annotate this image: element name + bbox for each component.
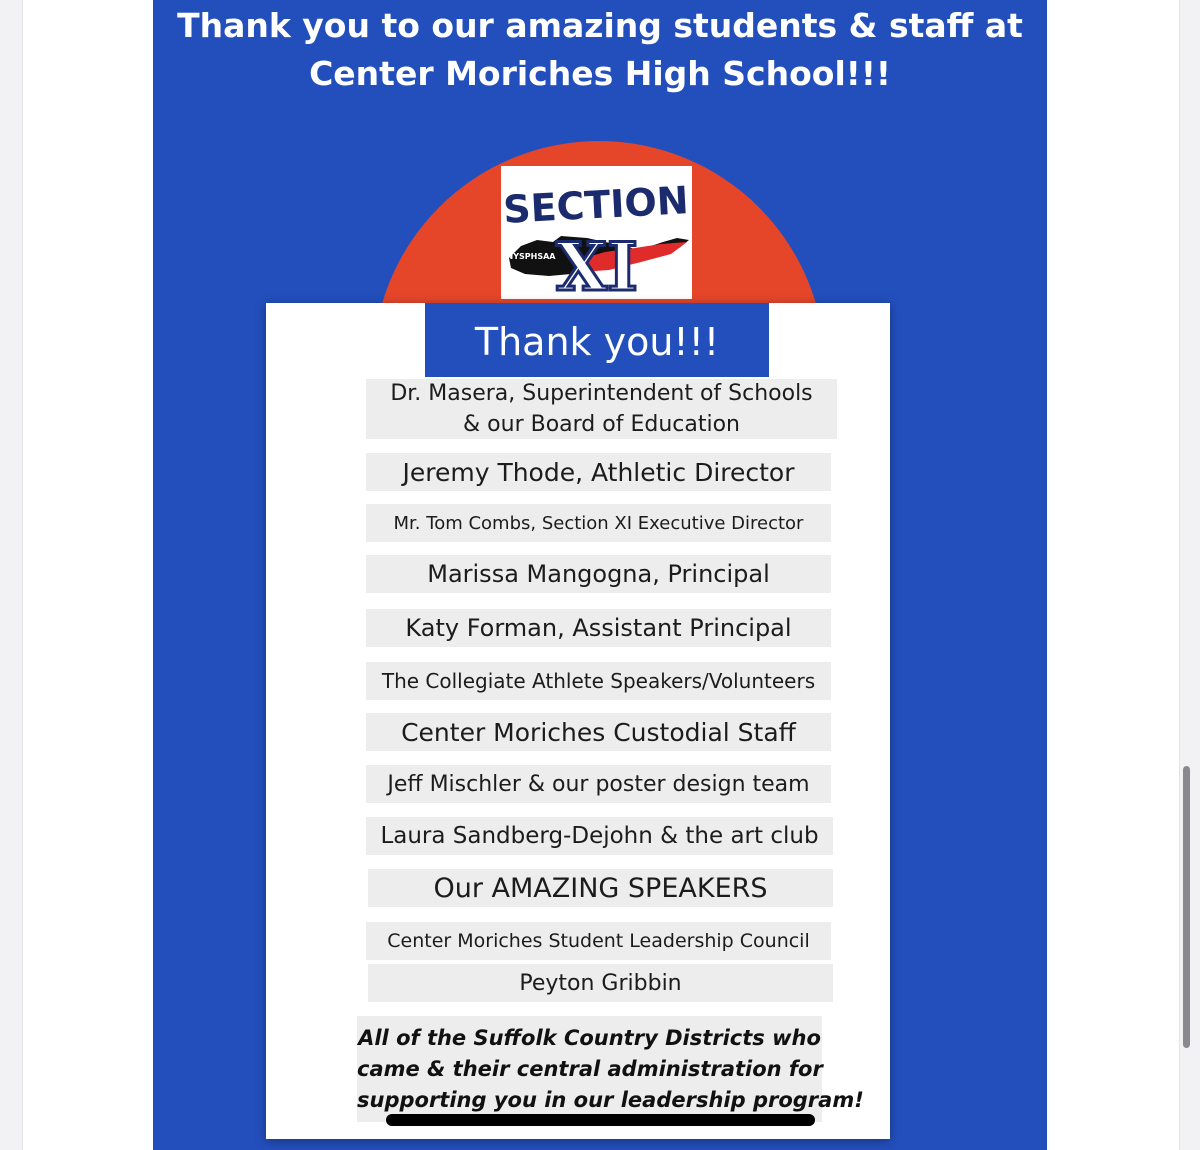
list-item: Dr. Masera, Superintendent of Schools & our Board of Education bbox=[366, 379, 837, 439]
home-indicator-bar[interactable] bbox=[386, 1114, 815, 1126]
headline-line-2: Center Moriches High School!!! bbox=[309, 54, 891, 93]
list-item: Mr. Tom Combs, Section XI Executive Director bbox=[366, 504, 831, 542]
closing-line-2: came & their central administration for bbox=[357, 1056, 823, 1081]
poster-headline bbox=[153, 2, 1047, 98]
list-item: Katy Forman, Assistant Principal bbox=[366, 609, 831, 647]
logo-section-text: SECTION bbox=[502, 178, 690, 232]
list-item: Jeremy Thode, Athletic Director bbox=[366, 453, 831, 491]
list-item: Center Moriches Custodial Staff bbox=[366, 713, 831, 751]
list-item: Marissa Mangogna, Principal bbox=[366, 555, 831, 593]
headline-line-1: Thank you to our amazing students & staff at bbox=[177, 6, 1023, 45]
vertical-scrollbar-thumb[interactable] bbox=[1183, 766, 1190, 1048]
closing-message bbox=[357, 1016, 864, 1122]
list-item: Laura Sandberg-Dejohn & the art club bbox=[366, 817, 833, 855]
list-item: Jeff Mischler & our poster design team bbox=[366, 765, 831, 803]
logo-badge-text: NYSPHSAA bbox=[506, 252, 556, 261]
closing-line-1: All of the Suffolk Country Districts who bbox=[358, 1025, 821, 1050]
list-item: Center Moriches Student Leadership Council bbox=[366, 922, 831, 960]
card-title: Thank you!!! bbox=[425, 303, 769, 377]
list-item: Peyton Gribbin bbox=[368, 964, 833, 1002]
closing-line-3: supporting you in our leadership program! bbox=[357, 1087, 864, 1112]
section-xi-logo bbox=[501, 166, 692, 299]
list-item: Our AMAZING SPEAKERS bbox=[368, 869, 833, 907]
list-item: The Collegiate Athlete Speakers/Volunteers bbox=[366, 662, 831, 700]
logo-numeral: XI bbox=[555, 228, 639, 299]
